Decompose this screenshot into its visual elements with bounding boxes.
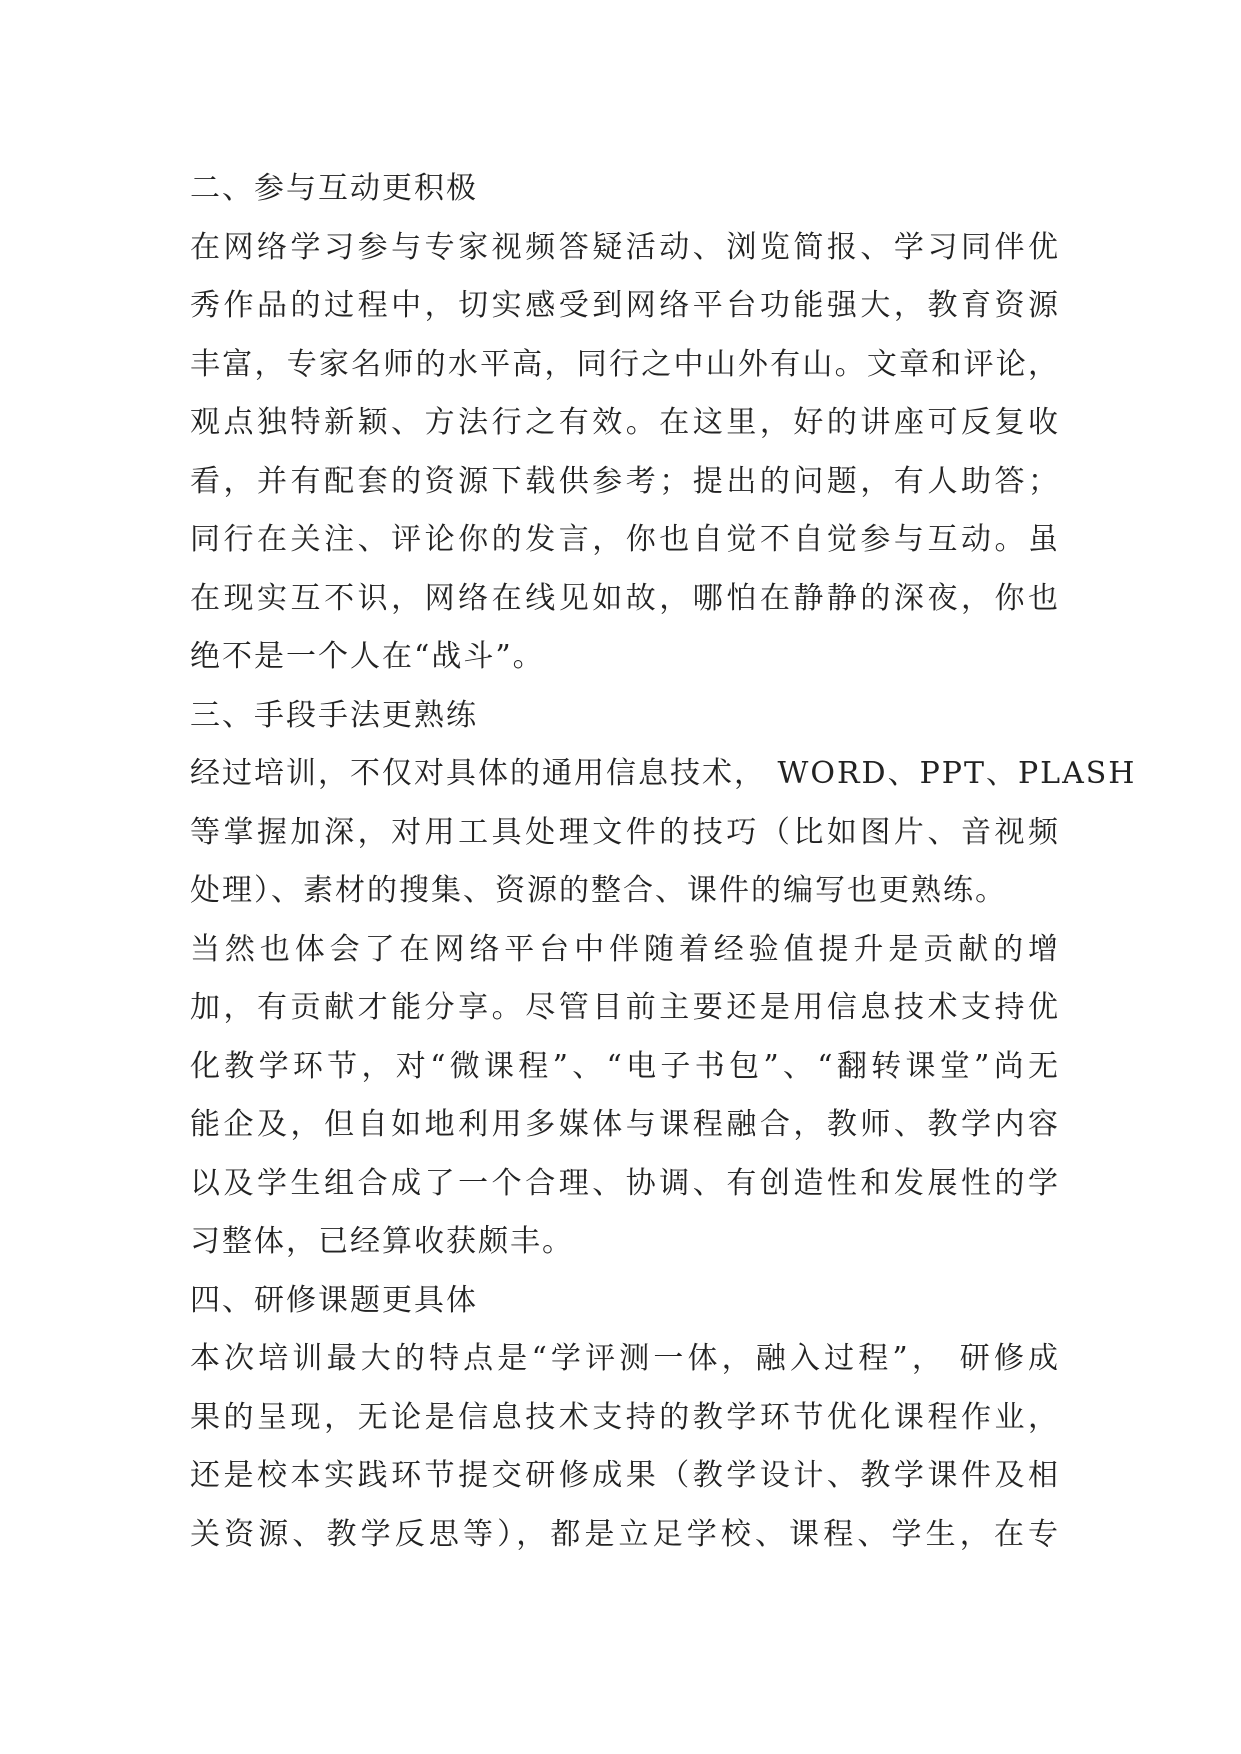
text-line: 绝不是一个人在“战斗”。	[190, 639, 545, 674]
text-line: 观点独特新颖、方法行之有效。在这里，好的讲座可反复收	[190, 405, 1060, 440]
text-line: 还是校本实践环节提交研修成果（教学设计、教学课件及相	[190, 1458, 1060, 1493]
text-line: 本次培训最大的特点是“学评测一体，融入过程”， 研修成	[190, 1341, 1060, 1376]
text-line: 处理）、素材的搜集、资源的整合、课件的编写也更熟练。	[190, 873, 1007, 908]
document-body	[190, 160, 1137, 1564]
text-line: 关资源、教学反思等），都是立足学校、课程、学生，在专	[190, 1516, 1060, 1552]
text-line: 丰富，专家名师的水平高，同行之中山外有山。文章和评论，	[190, 346, 1060, 382]
text-line: 加，有贡献才能分享。尽管目前主要还是用信息技术支持优	[190, 990, 1060, 1025]
text-line: 果的呈现，无论是信息技术支持的教学环节优化课程作业，	[190, 1399, 1060, 1435]
text-line: 化教学环节，对“微课程”、“电子书包”、“翻转课堂”尚无	[190, 1048, 1060, 1084]
text-line: 能企及，但自如地利用多媒体与课程融合，教师、教学内容	[190, 1107, 1060, 1142]
text-line: 以及学生组合成了一个合理、协调、有创造性和发展性的学	[190, 1165, 1060, 1201]
text-line: 三、手段手法更熟练	[190, 697, 478, 733]
text-line: 同行在关注、评论你的发言，你也自觉不自觉参与互动。虽	[190, 522, 1060, 557]
text-line: 秀作品的过程中，切实感受到网络平台功能强大，教育资源	[190, 288, 1060, 323]
text-line: 等掌握加深，对用工具处理文件的技巧（比如图片、音视频	[190, 814, 1060, 850]
text-line: 习整体，已经算收获颇丰。	[190, 1224, 574, 1259]
text-line: 经过培训，不仅对具体的通用信息技术， WORD、PPT、PLASH	[190, 756, 1137, 791]
text-line: 在网络学习参与专家视频答疑活动、浏览简报、学习同伴优	[190, 229, 1060, 265]
text-line: 当然也体会了在网络平台中伴随着经验值提升是贡献的增	[190, 931, 1060, 967]
text-line: 四、研修课题更具体	[190, 1282, 478, 1318]
text-line: 二、参与互动更积极	[190, 171, 478, 206]
text-line: 在现实互不识，网络在线见如故，哪怕在静静的深夜，你也	[190, 580, 1060, 616]
text-line: 看，并有配套的资源下载供参考；提出的问题，有人助答；	[190, 463, 1060, 499]
